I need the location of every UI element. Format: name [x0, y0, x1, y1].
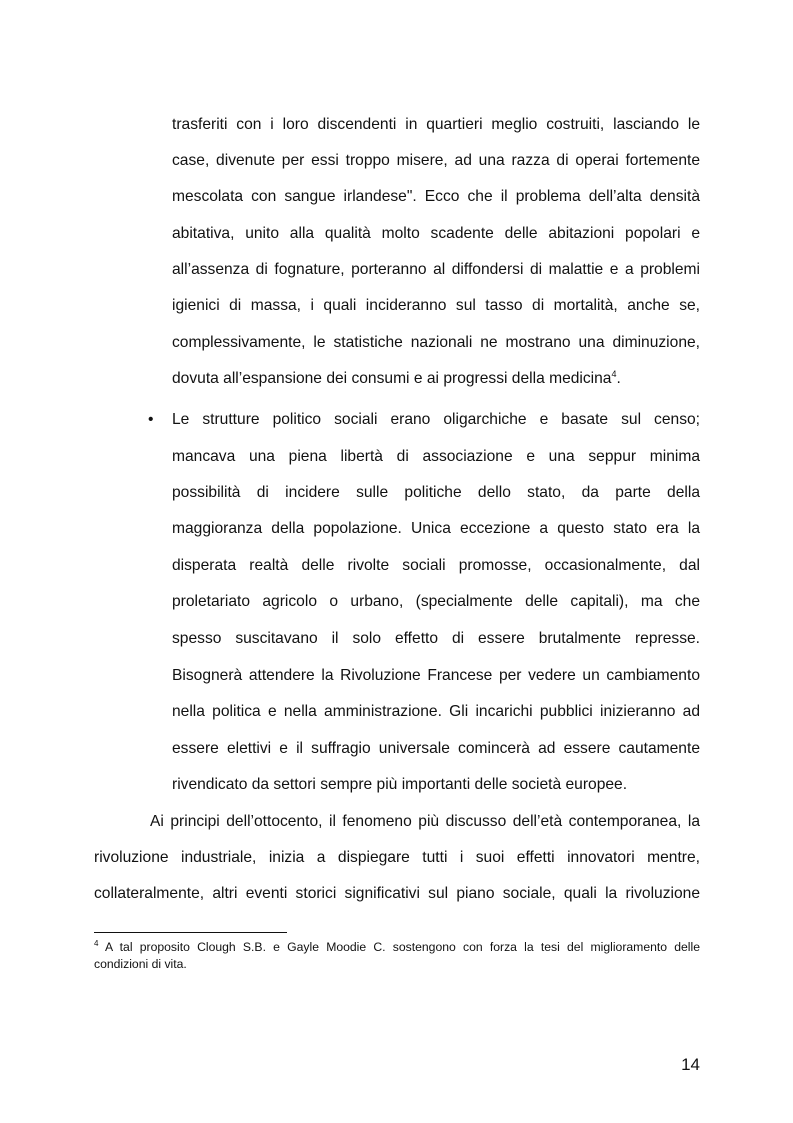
- bullet-line: spesso suscitavano il solo effetto di essere brutalmente represse.: [172, 630, 700, 647]
- bullet-icon: •: [148, 411, 154, 428]
- body-line: mescolata con sangue irlandese". Ecco che il problema dell’alta densità: [172, 188, 700, 205]
- paragraph-line: rivoluzione industriale, inizia a dispiegare tutti i suoi effetti innovatori mentre,: [94, 849, 700, 866]
- bullet-line: mancava una piena libertà di associazione e una seppur minima: [172, 448, 700, 465]
- line-text: dovuta all’espansione dei consumi e ai progressi della medicina: [172, 370, 612, 387]
- bullet-line: proletariato agricolo o urbano, (specialmente delle capitali), ma che: [172, 593, 700, 610]
- footnote-line: [94, 939, 700, 956]
- bullet-line: Bisognerà attendere la Rivoluzione Francese per vedere un cambiamento: [172, 667, 700, 684]
- body-line: abitativa, unito alla qualità molto scadente delle abitazioni popolari e: [172, 225, 700, 242]
- page-number: 14: [681, 1055, 700, 1074]
- body-line: igienici di massa, i quali incideranno sul tasso di mortalità, anche se,: [172, 297, 700, 314]
- bullet-line: maggioranza della popolazione. Unica eccezione a questo stato era la: [172, 520, 700, 537]
- footnote-reference[interactable]: 4: [611, 369, 617, 379]
- bullet-line: nella politica e nella amministrazione. Gli incarichi pubblici inizieranno ad: [172, 703, 700, 720]
- body-line: all’assenza di fognature, porteranno al diffondersi di malattie e a problemi: [172, 261, 700, 278]
- footnote-text: A tal proposito Clough S.B. e Gayle Moodie C. sostengono con forza la tesi del miglioramento delle: [105, 940, 701, 954]
- body-line-last: [172, 369, 700, 389]
- footnote-separator: [94, 932, 287, 933]
- body-line: complessivamente, le statistiche nazionali ne mostrano una diminuzione,: [172, 334, 700, 351]
- body-line: trasferiti con i loro discendenti in quartieri meglio costruiti, lasciando le: [172, 116, 700, 133]
- line-end: .: [616, 370, 621, 387]
- bullet-line: disperata realtà delle rivolte sociali promosse, occasionalmente, dal: [172, 557, 700, 574]
- paragraph-first-line: Ai principi dell’ottocento, il fenomeno più discusso dell’età contemporanea, la: [150, 813, 700, 830]
- bullet-line: essere elettivi e il suffragio universale comincerà ad essere cautamente: [172, 740, 700, 757]
- footnote-line-last: condizioni di vita.: [94, 957, 187, 971]
- bullet-line-last: rivendicato da settori sempre più importanti delle società europee.: [172, 776, 628, 793]
- body-line: case, divenute per essi troppo misere, ad una razza di operai fortemente: [172, 152, 700, 169]
- paragraph-line: collateralmente, altri eventi storici significativi sul piano sociale, quali la rivoluzione: [94, 885, 700, 902]
- bullet-line: Le strutture politico sociali erano oligarchiche e basate sul censo;: [172, 411, 700, 428]
- bullet-line: possibilità di incidere sulle politiche dello stato, da parte della: [172, 484, 700, 501]
- footnote-number: 4: [94, 939, 99, 948]
